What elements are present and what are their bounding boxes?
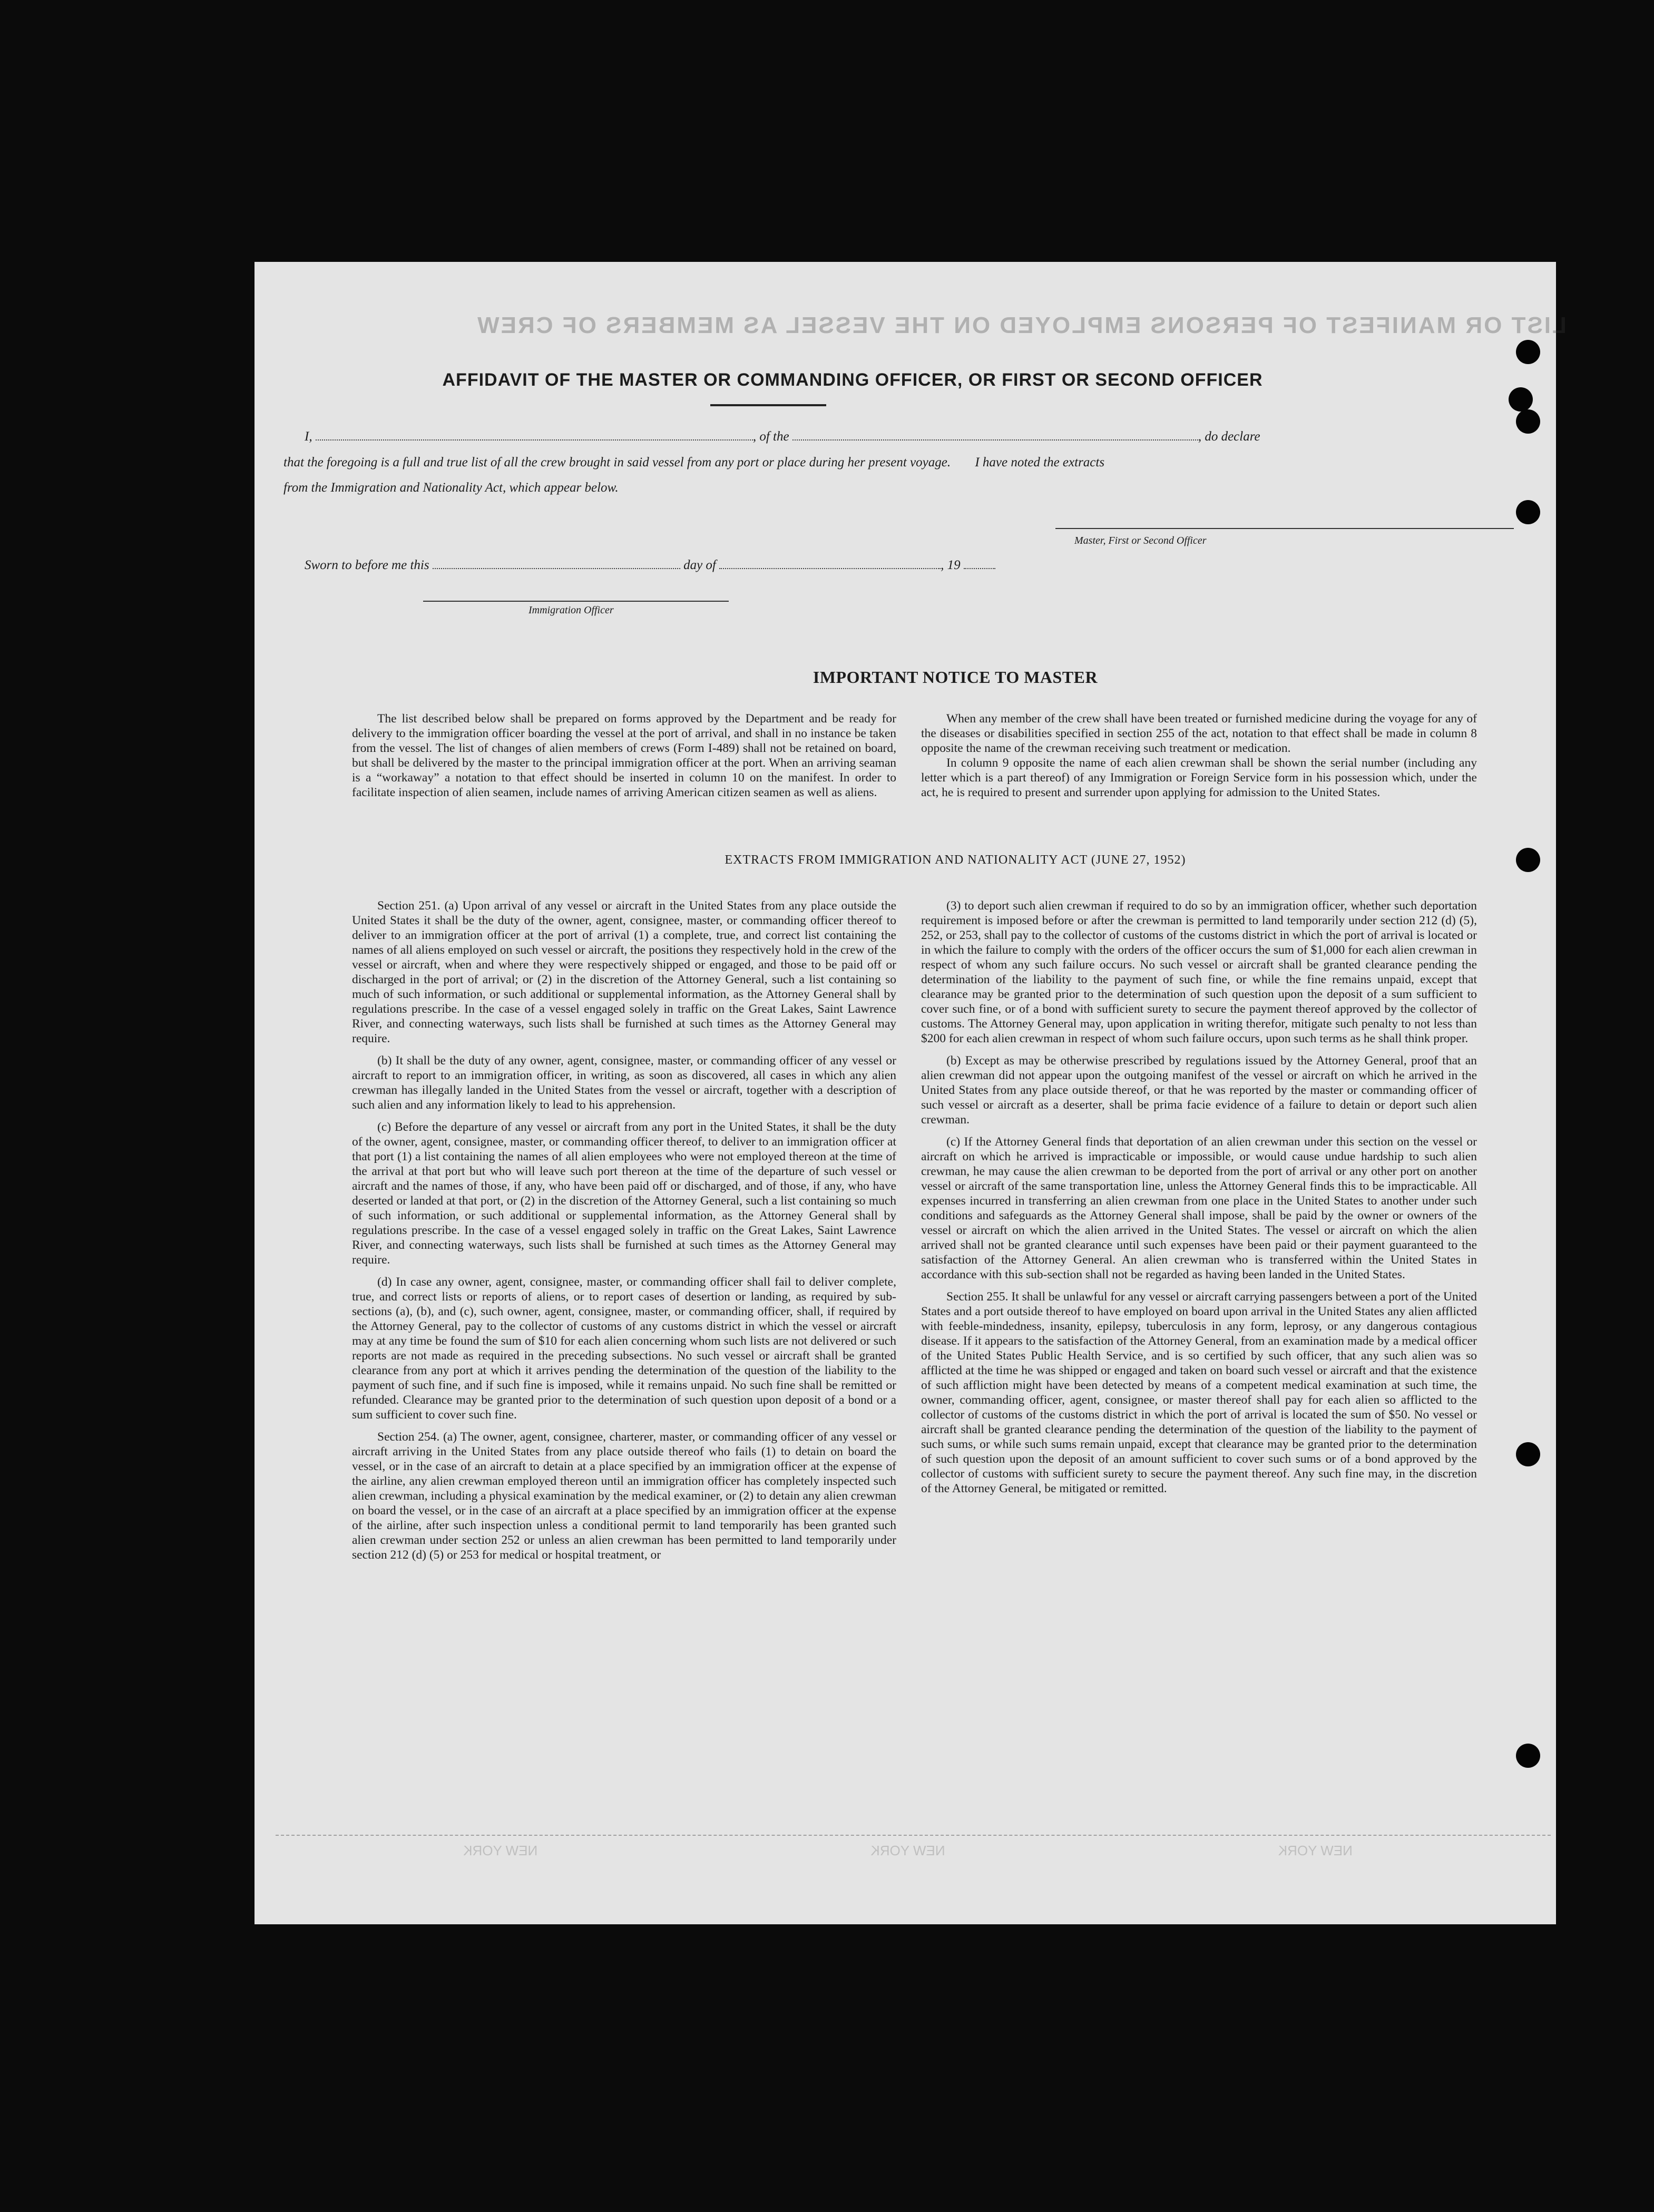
extract-paragraph: (d) In case any owner, agent, consignee, master, or commanding officer shall fail to deliver complete, true, and correct lists or reports of aliens, or to report cases of desertion or landing, as required by sub-sections (a), (b), and (c), such owner, agent, consignee, master, or commanding officer, shall, if required by the Attorney General, pay to the collector of customs of any customs district in which the vessel or aircraft may at any time be found the sum of $10 for each alien concerning whom such lists are not delivered or such reports are not made as required in the preceding subsections. No such vessel or aircraft shall be granted clearance from any port at which it arrives pending the determination of the question of the liability to the payment of such fine, and if such fine is imposed, while it remains unpaid. No such fine shall be remitted or refunded. Clearance may be granted prior to the determination of such question upon deposit of a bond or a sum sufficient to cover such fine. [352, 1275, 896, 1422]
punch-hole [1516, 1744, 1540, 1768]
extract-paragraph: Section 254. (a) The owner, agent, consignee, charterer, master, or commanding officer of any vessel or aircraft arriving in the United States from any place outside thereof who fails (1) to detain on board the vessel, or in the case of an aircraft to detain at a place specified by an immigration officer at the expense of the airline, any alien crewman employed thereon until an immigration officer has completely inspected such alien crewman, including a physical examination by the medical examiner, or (2) to detain any alien crewman on board the vessel, or in the case of an aircraft at a place specified by an immigration officer at the expense of the airline, after such inspection unless a conditional permit to land temporarily has been granted such alien crewman under section 252 or unless an alien crewman has been permitted to land temporarily under section 212 (d) (5) or 253 for medical or hospital treatment, or [352, 1430, 896, 1562]
affidavit-name-line: I, , of the , do declare [305, 429, 1260, 444]
bleed-through-footer: NEW YORK NEW YORK NEW YORK [463, 1843, 1353, 1858]
vessel-name-field[interactable] [792, 439, 1198, 441]
bleed-through-header: LIST OR MANIFEST OF PERSONS EMPLOYED ON THE VESSEL AS MEMBERS OF CREW [476, 312, 1567, 338]
extract-paragraph: (c) Before the departure of any vessel or aircraft from any port in the United States, it shall be the duty of the owner, agent, consignee, master, or commanding officer thereof, to deliver to an immigration officer at that port (1) a list containing the names of all alien employees who were not employed thereon at the time of the arrival at that port but who will leave such port thereon at the time of the departure of such vessel or aircraft and the names of those, if any, who have been paid off or discharged, and of those, if any, who have deserted or landed at that port, or (2) in the discretion of the Attorney General, such a list containing so much of such information, or such additional or supplemental information, as the Attorney General shall by regulations prescribe. In the case of a vessel engaged solely in traffic on the Great Lakes, Saint Lawrence River, and connecting waterways, such lists shall be furnished at such times as the Attorney General may require. [352, 1120, 896, 1267]
punch-hole [1516, 1442, 1540, 1466]
punch-hole [1516, 340, 1540, 364]
punch-hole [1516, 500, 1540, 524]
extract-paragraph: (c) If the Attorney General finds that deportation of an alien crewman under this section on the vessel or aircraft on which he arrived is impracticable or impossible, or would cause undue hardship to such alien crewman, he may cause the alien crewman to be deported from the port of arrival or any other port on another vessel or aircraft of the same transportation line, unless the Attorney General finds this to be impracticable. All expenses incurred in transferring an alien crewman from one place in the United States to another under such conditions and safeguards as the Attorney General shall impose, shall be paid by the owner or owners of the vessel or aircraft on which the alien arrived in the United States. The vessel or aircraft on which the alien arrived shall not be granted clearance until such expenses have been paid or their payment guaranteed to the satisfaction of the Attorney General. An alien crewman who is transferred within the United States in accordance with this sub-section shall not be regarded as having been landed in the United States. [921, 1135, 1477, 1281]
title-divider [710, 404, 826, 406]
manifest-page [255, 262, 1567, 1924]
punch-hole [1516, 409, 1540, 434]
affidavit-extracts-line: from the Immigration and Nationality Act, which appear below. [283, 481, 619, 495]
immigration-officer-signature-line[interactable] [423, 601, 729, 602]
extract-paragraph: (b) Except as may be otherwise prescribed by regulations issued by the Attorney General, proof that an alien crewman did not appear upon the outgoing manifest of the vessel or aircraft on which he arrived in the United States from any place outside thereof, or that he was reported by the master or commanding officer of such vessel or aircraft as a deserter, shall be prima facie evidence of a failure to detain or deport such alien crewman. [921, 1054, 1477, 1127]
bottom-divider [276, 1835, 1551, 1836]
officer-name-field[interactable] [316, 439, 753, 441]
sworn-day-field[interactable] [433, 568, 680, 569]
extracts-left-column [352, 898, 896, 1570]
notice-right-paragraph: When any member of the crew shall have been treated or furnished medicine during the voyage for any of the diseases or disabilities specified in section 255 of the act, notation to that effect shall be made in column 8 opposite the name of the crewman receiving such treatment or medication. [921, 712, 1477, 755]
extract-paragraph: Section 251. (a) Upon arrival of any vessel or aircraft in the United States from any place outside the United States it shall be the duty of the owner, agent, consignee, master, or commanding officer thereof to deliver to an immigration officer at the port of arrival (1) a complete, true, and correct list containing the names of all aliens employed on such vessel or aircraft, the positions they respectively hold in the crew of the vessel or aircraft, when and where they were respectively shipped or engaged, and those to be paid off or discharged in the port of arrival; or (2) in the discretion of the Attorney General, such a list containing so much of such information, or such additional or supplemental information, as the Attorney General shall by regulations prescribe. In the case of a vessel engaged solely in traffic on the Great Lakes, Saint Lawrence River, and connecting waterways, such lists shall be furnished at such times as the Attorney General may require. [352, 899, 896, 1045]
punch-hole [1509, 387, 1533, 412]
affidavit-statement: that the foregoing is a full and true list of all the crew brought in said vessel from any port or place during her present voyage. I have noted the extracts [283, 455, 1105, 469]
affidavit-title: AFFIDAVIT OF THE MASTER OR COMMANDING OFFICER, OR FIRST OR SECOND OFFICER [442, 370, 1263, 390]
notice-right-column [921, 711, 1477, 800]
extracts-right-column [921, 898, 1477, 1503]
notice-left-column [352, 711, 896, 800]
notice-title: IMPORTANT NOTICE TO MASTER [813, 668, 1098, 687]
master-signature-line[interactable] [1055, 528, 1514, 529]
extract-paragraph: Section 255. It shall be unlawful for any vessel or aircraft carrying passengers between a port of the United States and a port outside thereof to have employed on board upon arrival in the United States any alien afflicted with feeble-mindedness, insanity, epilepsy, tuberculosis in any form, leprosy, or any dangerous contagious disease. If it appears to the satisfaction of the Attorney General, from an examination made by a medical officer of the United States Public Health Service, and is so certified by such officer, that any such alien was so afflicted at the time he was shipped or engaged and taken on board such vessel or aircraft and that the existence of such affliction might have been detected by means of a competent medical examination at such time, the owner, commanding officer, agent, consignee, or master thereof shall pay for each alien so afflicted to the collector of customs of the customs district in which the port of arrival is located the sum of $50. No vessel or aircraft shall be granted clearance pending the determination of the question of the liability to the payment of such sums, or while such sums remain unpaid, except that clearance may be granted prior to the determination of such question upon the deposit of an amount sufficient to cover such sums or of a bond approved by the collector of customs with sufficient surety to secure the payment thereof. Any such fine may, in the discretion of the Attorney General, be mitigated or remitted. [921, 1290, 1477, 1495]
immigration-officer-caption: Immigration Officer [529, 604, 614, 616]
notice-left-paragraph: The list described below shall be prepared on forms approved by the Department and be ready for delivery to the immigration officer boarding the vessel at the port of arrival, and shall in no instance be taken from the vessel. The list of changes of alien members of crews (Form I-489) shall not be retained on board, but shall be delivered by the master to the principal immigration officer at the port. When an arriving seaman is a “workaway” a notation to that effect should be inserted in column 10 on the manifest. In order to facilitate inspection of alien seamen, include names of arriving American citizen seamen as well as aliens. [352, 712, 896, 799]
notice-right-paragraph: In column 9 opposite the name of each alien crewman shall be shown the serial number (including any letter which is a part thereof) of any Immigration or Foreign Service form in his possession which, under the act, he is required to present and surrender upon applying for admission to the United States. [921, 756, 1477, 799]
sworn-month-field[interactable] [719, 568, 941, 569]
sworn-year-field[interactable] [964, 568, 995, 569]
master-signature-caption: Master, First or Second Officer [1074, 535, 1207, 546]
extract-paragraph: (3) to deport such alien crewman if required to do so by an immigration officer, whether such deportation requirement is imposed before or after the crewman is permitted to land temporarily under section 212 (d) (5), 252, or 253, shall pay to the collector of customs of the customs district in which the port of arrival is located or in which the failure to comply with the orders of the officer occurs the sum of $1,000 for each alien crewman in respect of whom any such failure occurs. No such vessel or aircraft shall be granted clearance pending the determination of the liability to the payment of such fine, or while the fine remains unpaid, except that clearance may be granted prior to the determination of such question upon the deposit of a sum sufficient to cover such fine, or of a bond with sufficient surety to secure the payment thereof approved by the collector of customs. The Attorney General may, upon application in writing therefor, mitigate such penalty to not less than $200 for each alien crewman in respect of whom such failure occurs, upon such terms as he shall think proper. [921, 899, 1477, 1045]
sworn-line: Sworn to before me this day of , 19 [305, 558, 995, 573]
extracts-title: EXTRACTS FROM IMMIGRATION AND NATIONALITY ACT (JUNE 27, 1952) [725, 853, 1186, 867]
extract-paragraph: (b) It shall be the duty of any owner, agent, consignee, master, or commanding officer of any vessel or aircraft to report to an immigration officer, in writing, as soon as discovered, all cases in which any alien crewman has illegally landed in the United States from the vessel or aircraft, together with a description of such alien and any information likely to lead to his apprehension. [352, 1054, 896, 1112]
